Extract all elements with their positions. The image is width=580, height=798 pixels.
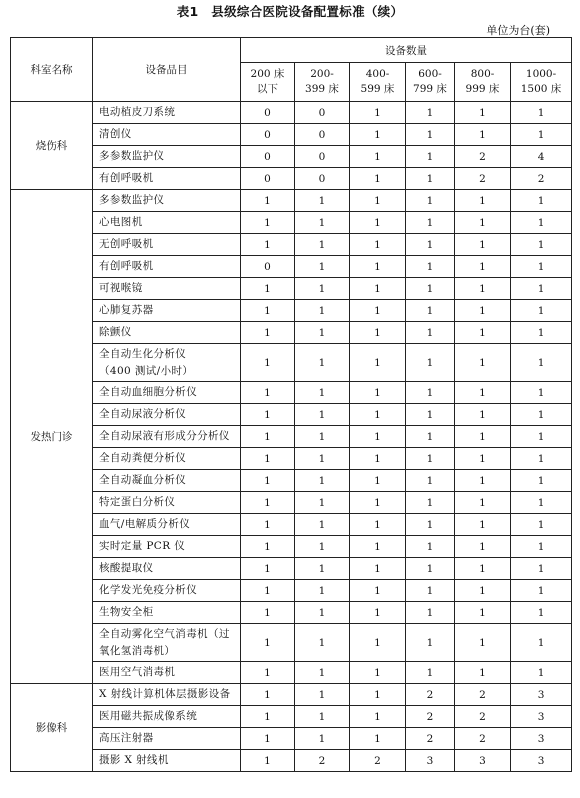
header-item: 设备品目 xyxy=(93,38,241,102)
header-quantity-group: 设备数量 xyxy=(241,38,572,63)
quantity-cell: 1 xyxy=(511,514,572,536)
quantity-cell: 1 xyxy=(295,470,350,492)
quantity-cell: 1 xyxy=(295,536,350,558)
quantity-cell: 1 xyxy=(511,602,572,624)
quantity-cell: 3 xyxy=(511,728,572,750)
quantity-cell: 1 xyxy=(511,558,572,580)
item-name-line: 可视喉镜 xyxy=(99,282,143,294)
quantity-cell: 1 xyxy=(455,344,511,382)
quantity-cell: 1 xyxy=(350,322,406,344)
quantity-cell: 1 xyxy=(406,168,455,190)
quantity-cell: 1 xyxy=(295,404,350,426)
quantity-cell: 1 xyxy=(350,580,406,602)
item-name-cell xyxy=(93,382,241,404)
quantity-cell: 1 xyxy=(455,624,511,662)
item-name-line: 电动植皮刀系统 xyxy=(99,106,176,118)
quantity-cell: 1 xyxy=(406,602,455,624)
item-name-line: 特定蛋白分析仪 xyxy=(99,496,176,508)
quantity-cell: 3 xyxy=(511,684,572,706)
quantity-cell: 1 xyxy=(511,470,572,492)
table-row xyxy=(11,536,572,558)
item-name-cell xyxy=(93,168,241,190)
quantity-cell: 1 xyxy=(455,212,511,234)
quantity-cell: 1 xyxy=(511,124,572,146)
item-name-cell xyxy=(93,580,241,602)
dept-cell: 发热门诊 xyxy=(11,190,93,684)
table-row xyxy=(11,684,572,706)
quantity-cell: 2 xyxy=(295,750,350,772)
table-row xyxy=(11,728,572,750)
quantity-cell: 1 xyxy=(406,102,455,124)
item-name-cell xyxy=(93,404,241,426)
table-row xyxy=(11,750,572,772)
quantity-cell: 1 xyxy=(350,344,406,382)
item-name-line: 多参数监护仪 xyxy=(99,194,165,206)
quantity-cell: 1 xyxy=(241,602,295,624)
quantity-cell: 1 xyxy=(455,278,511,300)
header-bed-size-line: 600- xyxy=(418,68,442,80)
item-name-cell xyxy=(93,448,241,470)
quantity-cell: 1 xyxy=(455,124,511,146)
quantity-cell: 1 xyxy=(455,514,511,536)
quantity-cell: 1 xyxy=(511,278,572,300)
header-dept: 科室名称 xyxy=(11,38,93,102)
quantity-cell: 1 xyxy=(350,662,406,684)
table-row xyxy=(11,514,572,536)
quantity-cell: 1 xyxy=(350,212,406,234)
quantity-cell: 1 xyxy=(406,212,455,234)
quantity-cell: 1 xyxy=(350,278,406,300)
table-body xyxy=(11,102,572,772)
table-row xyxy=(11,168,572,190)
dept-cell: 影像科 xyxy=(11,684,93,772)
quantity-cell: 1 xyxy=(295,344,350,382)
item-name-cell xyxy=(93,146,241,168)
quantity-cell: 2 xyxy=(406,684,455,706)
quantity-cell: 1 xyxy=(455,492,511,514)
quantity-cell: 1 xyxy=(511,234,572,256)
quantity-cell: 1 xyxy=(406,624,455,662)
header-bed-size-line: 799 床 xyxy=(413,83,447,95)
quantity-cell: 1 xyxy=(455,426,511,448)
quantity-cell: 1 xyxy=(295,624,350,662)
item-name-cell xyxy=(93,322,241,344)
quantity-cell: 1 xyxy=(295,426,350,448)
quantity-cell: 1 xyxy=(350,624,406,662)
quantity-cell: 1 xyxy=(511,624,572,662)
item-name-line: 氧化氢消毒机） xyxy=(99,644,176,657)
header-row-1 xyxy=(11,38,572,63)
quantity-cell: 1 xyxy=(511,448,572,470)
quantity-cell: 2 xyxy=(455,706,511,728)
quantity-cell: 1 xyxy=(406,278,455,300)
item-name-line: 有创呼吸机 xyxy=(99,260,154,272)
quantity-cell: 1 xyxy=(241,234,295,256)
quantity-cell: 1 xyxy=(511,212,572,234)
quantity-cell: 1 xyxy=(241,558,295,580)
quantity-cell: 1 xyxy=(406,662,455,684)
quantity-cell: 1 xyxy=(295,278,350,300)
quantity-cell: 1 xyxy=(455,448,511,470)
quantity-cell: 1 xyxy=(511,344,572,382)
header-bed-size-line: 399 床 xyxy=(305,83,339,95)
item-name-cell xyxy=(93,256,241,278)
table-row xyxy=(11,344,572,382)
table-row xyxy=(11,426,572,448)
item-name-line: 医用空气消毒机 xyxy=(99,666,176,678)
header-bed-size-line: 1500 床 xyxy=(520,83,562,95)
item-name-cell xyxy=(93,602,241,624)
quantity-cell: 1 xyxy=(241,322,295,344)
quantity-cell: 1 xyxy=(241,278,295,300)
header-bed-size-line: 200 床 xyxy=(250,68,285,80)
item-name-line: 全自动雾化空气消毒机（过 xyxy=(99,627,230,640)
quantity-cell: 1 xyxy=(295,190,350,212)
quantity-cell: 1 xyxy=(511,426,572,448)
header-bed-size-line: 400- xyxy=(365,68,390,80)
quantity-cell: 1 xyxy=(511,300,572,322)
quantity-cell: 1 xyxy=(455,580,511,602)
item-name-cell xyxy=(93,300,241,322)
quantity-cell: 1 xyxy=(406,344,455,382)
quantity-cell: 1 xyxy=(295,558,350,580)
quantity-cell: 1 xyxy=(350,234,406,256)
quantity-cell: 1 xyxy=(241,624,295,662)
quantity-cell: 2 xyxy=(511,168,572,190)
quantity-cell: 1 xyxy=(455,234,511,256)
quantity-cell: 1 xyxy=(455,300,511,322)
dept-cell: 烧伤科 xyxy=(11,102,93,190)
item-name-cell xyxy=(93,514,241,536)
quantity-cell: 1 xyxy=(511,190,572,212)
quantity-cell: 1 xyxy=(406,300,455,322)
quantity-cell: 1 xyxy=(350,404,406,426)
quantity-cell: 1 xyxy=(455,536,511,558)
quantity-cell: 1 xyxy=(295,728,350,750)
table-row xyxy=(11,492,572,514)
item-name-cell xyxy=(93,624,241,662)
item-name-cell xyxy=(93,662,241,684)
item-name-cell xyxy=(93,212,241,234)
quantity-cell: 1 xyxy=(406,382,455,404)
quantity-cell: 0 xyxy=(241,256,295,278)
quantity-cell: 1 xyxy=(295,602,350,624)
quantity-cell: 1 xyxy=(350,514,406,536)
item-name-line: 除颤仪 xyxy=(99,326,132,338)
table-row xyxy=(11,102,572,124)
item-name-line: 全自动生化分析仪 xyxy=(99,347,187,360)
quantity-cell: 1 xyxy=(295,322,350,344)
item-name-line: 全自动血细胞分析仪 xyxy=(99,386,198,398)
quantity-cell: 2 xyxy=(455,728,511,750)
quantity-cell: 1 xyxy=(241,382,295,404)
quantity-cell: 1 xyxy=(241,750,295,772)
item-name-line: 多参数监护仪 xyxy=(99,150,165,162)
item-name-line: X 射线计算机体层摄影设备 xyxy=(99,688,231,700)
quantity-cell: 1 xyxy=(241,300,295,322)
quantity-cell: 1 xyxy=(350,706,406,728)
quantity-cell: 0 xyxy=(241,102,295,124)
table-row xyxy=(11,404,572,426)
quantity-cell: 0 xyxy=(295,146,350,168)
quantity-cell: 0 xyxy=(295,102,350,124)
quantity-cell: 1 xyxy=(295,234,350,256)
quantity-cell: 1 xyxy=(455,558,511,580)
item-name-line: 化学发光免疫分析仪 xyxy=(99,584,198,596)
quantity-cell: 1 xyxy=(295,382,350,404)
quantity-cell: 2 xyxy=(406,728,455,750)
item-name-line: （400 测试/小时） xyxy=(99,364,194,377)
quantity-cell: 1 xyxy=(350,190,406,212)
quantity-cell: 1 xyxy=(406,536,455,558)
quantity-cell: 1 xyxy=(295,662,350,684)
quantity-cell: 1 xyxy=(455,256,511,278)
item-name-line: 高压注射器 xyxy=(99,732,154,744)
quantity-cell: 1 xyxy=(241,404,295,426)
item-name-line: 全自动尿液分析仪 xyxy=(99,408,187,420)
table-row xyxy=(11,256,572,278)
table-row xyxy=(11,624,572,662)
table-row xyxy=(11,278,572,300)
quantity-cell: 1 xyxy=(455,190,511,212)
table-row xyxy=(11,706,572,728)
quantity-cell: 1 xyxy=(350,300,406,322)
quantity-cell: 1 xyxy=(511,536,572,558)
table-row xyxy=(11,558,572,580)
item-name-line: 医用磁共振成像系统 xyxy=(99,710,198,722)
quantity-cell: 1 xyxy=(455,382,511,404)
quantity-cell: 0 xyxy=(241,124,295,146)
quantity-cell: 1 xyxy=(241,684,295,706)
quantity-cell: 1 xyxy=(350,448,406,470)
quantity-cell: 1 xyxy=(455,102,511,124)
quantity-cell: 1 xyxy=(350,256,406,278)
quantity-cell: 1 xyxy=(241,344,295,382)
quantity-cell: 1 xyxy=(455,470,511,492)
item-name-cell xyxy=(93,470,241,492)
quantity-cell: 1 xyxy=(350,684,406,706)
quantity-cell: 1 xyxy=(295,300,350,322)
quantity-cell: 1 xyxy=(350,492,406,514)
quantity-cell: 1 xyxy=(350,536,406,558)
quantity-cell: 1 xyxy=(511,382,572,404)
quantity-cell: 1 xyxy=(241,706,295,728)
quantity-cell: 1 xyxy=(406,514,455,536)
quantity-cell: 1 xyxy=(295,684,350,706)
quantity-cell: 1 xyxy=(295,514,350,536)
quantity-cell: 1 xyxy=(406,190,455,212)
quantity-cell: 2 xyxy=(406,706,455,728)
table-row xyxy=(11,382,572,404)
header-bed-size xyxy=(406,63,455,102)
header-bed-size xyxy=(295,63,350,102)
header-bed-size xyxy=(241,63,295,102)
quantity-cell: 3 xyxy=(511,750,572,772)
table-title: 表1 县级综合医院设备配置标准（续） xyxy=(176,4,404,19)
quantity-cell: 1 xyxy=(295,448,350,470)
item-name-cell xyxy=(93,234,241,256)
quantity-cell: 1 xyxy=(406,492,455,514)
item-name-line: 实时定量 PCR 仪 xyxy=(99,540,186,552)
quantity-cell: 1 xyxy=(241,728,295,750)
quantity-cell: 1 xyxy=(295,580,350,602)
quantity-cell: 1 xyxy=(241,580,295,602)
quantity-cell: 1 xyxy=(295,212,350,234)
item-name-cell xyxy=(93,278,241,300)
item-name-cell xyxy=(93,558,241,580)
table-row xyxy=(11,602,572,624)
item-name-line: 清创仪 xyxy=(99,128,132,140)
quantity-cell: 1 xyxy=(350,382,406,404)
table-row xyxy=(11,662,572,684)
header-bed-size xyxy=(455,63,511,102)
quantity-cell: 1 xyxy=(406,124,455,146)
quantity-cell: 1 xyxy=(406,558,455,580)
header-bed-size-line: 1000- xyxy=(525,68,557,80)
quantity-cell: 1 xyxy=(406,580,455,602)
quantity-cell: 1 xyxy=(350,470,406,492)
quantity-cell: 0 xyxy=(295,168,350,190)
quantity-cell: 1 xyxy=(511,256,572,278)
quantity-cell: 1 xyxy=(295,706,350,728)
table-row xyxy=(11,322,572,344)
header-bed-size-line: 599 床 xyxy=(360,83,395,95)
quantity-cell: 1 xyxy=(241,212,295,234)
quantity-cell: 1 xyxy=(295,492,350,514)
quantity-cell: 1 xyxy=(455,602,511,624)
item-name-line: 血气/电解质分析仪 xyxy=(99,518,191,530)
quantity-cell: 2 xyxy=(455,168,511,190)
item-name-line: 心肺复苏器 xyxy=(99,304,154,316)
item-name-cell xyxy=(93,190,241,212)
unit-label: 单位为台(套) xyxy=(486,24,550,37)
quantity-cell: 1 xyxy=(406,470,455,492)
item-name-line: 全自动尿液有形成分分析仪 xyxy=(99,430,230,442)
quantity-cell: 0 xyxy=(241,146,295,168)
item-name-line: 全自动粪便分析仪 xyxy=(99,452,187,464)
header-bed-size-line: 以下 xyxy=(257,83,278,95)
item-name-line: 摄影 X 射线机 xyxy=(99,754,169,766)
quantity-cell: 1 xyxy=(406,404,455,426)
item-name-cell xyxy=(93,492,241,514)
quantity-cell: 1 xyxy=(406,234,455,256)
quantity-cell: 3 xyxy=(406,750,455,772)
item-name-line: 有创呼吸机 xyxy=(99,172,154,184)
item-name-cell xyxy=(93,728,241,750)
item-name-cell xyxy=(93,124,241,146)
table-row xyxy=(11,580,572,602)
quantity-cell: 1 xyxy=(350,168,406,190)
item-name-cell xyxy=(93,536,241,558)
item-name-line: 无创呼吸机 xyxy=(99,238,154,250)
item-name-line: 核酸提取仪 xyxy=(99,562,154,574)
item-name-cell xyxy=(93,426,241,448)
table-row xyxy=(11,190,572,212)
quantity-cell: 1 xyxy=(350,728,406,750)
quantity-cell: 1 xyxy=(406,146,455,168)
item-name-line: 生物安全柜 xyxy=(99,606,154,618)
quantity-cell: 0 xyxy=(241,168,295,190)
quantity-cell: 3 xyxy=(455,750,511,772)
quantity-cell: 1 xyxy=(241,662,295,684)
quantity-cell: 1 xyxy=(350,146,406,168)
item-name-cell xyxy=(93,706,241,728)
table-row xyxy=(11,124,572,146)
table-row xyxy=(11,146,572,168)
quantity-cell: 1 xyxy=(241,426,295,448)
item-name-cell xyxy=(93,750,241,772)
quantity-cell: 1 xyxy=(350,426,406,448)
table-row xyxy=(11,212,572,234)
quantity-cell: 1 xyxy=(241,448,295,470)
quantity-cell: 1 xyxy=(511,492,572,514)
header-bed-size-line: 200- xyxy=(310,68,334,80)
header-bed-size xyxy=(511,63,572,102)
quantity-cell: 1 xyxy=(241,190,295,212)
quantity-cell: 1 xyxy=(350,102,406,124)
quantity-cell: 1 xyxy=(406,256,455,278)
quantity-cell: 2 xyxy=(455,684,511,706)
quantity-cell: 1 xyxy=(241,492,295,514)
quantity-cell: 1 xyxy=(350,124,406,146)
quantity-cell: 3 xyxy=(511,706,572,728)
quantity-cell: 1 xyxy=(241,470,295,492)
item-name-line: 全自动凝血分析仪 xyxy=(99,474,187,486)
quantity-cell: 1 xyxy=(406,322,455,344)
item-name-cell xyxy=(93,344,241,382)
quantity-cell: 1 xyxy=(455,662,511,684)
quantity-cell: 1 xyxy=(511,322,572,344)
item-name-cell xyxy=(93,102,241,124)
quantity-cell: 1 xyxy=(241,514,295,536)
quantity-cell: 1 xyxy=(455,322,511,344)
quantity-cell: 1 xyxy=(241,536,295,558)
quantity-cell: 1 xyxy=(511,580,572,602)
quantity-cell: 1 xyxy=(350,558,406,580)
table-row xyxy=(11,470,572,492)
header-bed-size-line: 800- xyxy=(470,68,495,80)
quantity-cell: 1 xyxy=(295,256,350,278)
quantity-cell: 1 xyxy=(350,602,406,624)
equipment-table xyxy=(10,37,572,772)
quantity-cell: 1 xyxy=(511,102,572,124)
quantity-cell: 1 xyxy=(511,404,572,426)
item-name-line: 心电图机 xyxy=(99,216,143,228)
quantity-cell: 1 xyxy=(455,404,511,426)
table-row xyxy=(11,234,572,256)
quantity-cell: 1 xyxy=(406,448,455,470)
item-name-cell xyxy=(93,684,241,706)
quantity-cell: 4 xyxy=(511,146,572,168)
quantity-cell: 0 xyxy=(295,124,350,146)
header-bed-size xyxy=(350,63,406,102)
quantity-cell: 1 xyxy=(406,426,455,448)
table-row xyxy=(11,448,572,470)
quantity-cell: 2 xyxy=(350,750,406,772)
header-bed-size-line: 999 床 xyxy=(465,83,500,95)
quantity-cell: 1 xyxy=(511,662,572,684)
quantity-cell: 2 xyxy=(455,146,511,168)
table-row xyxy=(11,300,572,322)
